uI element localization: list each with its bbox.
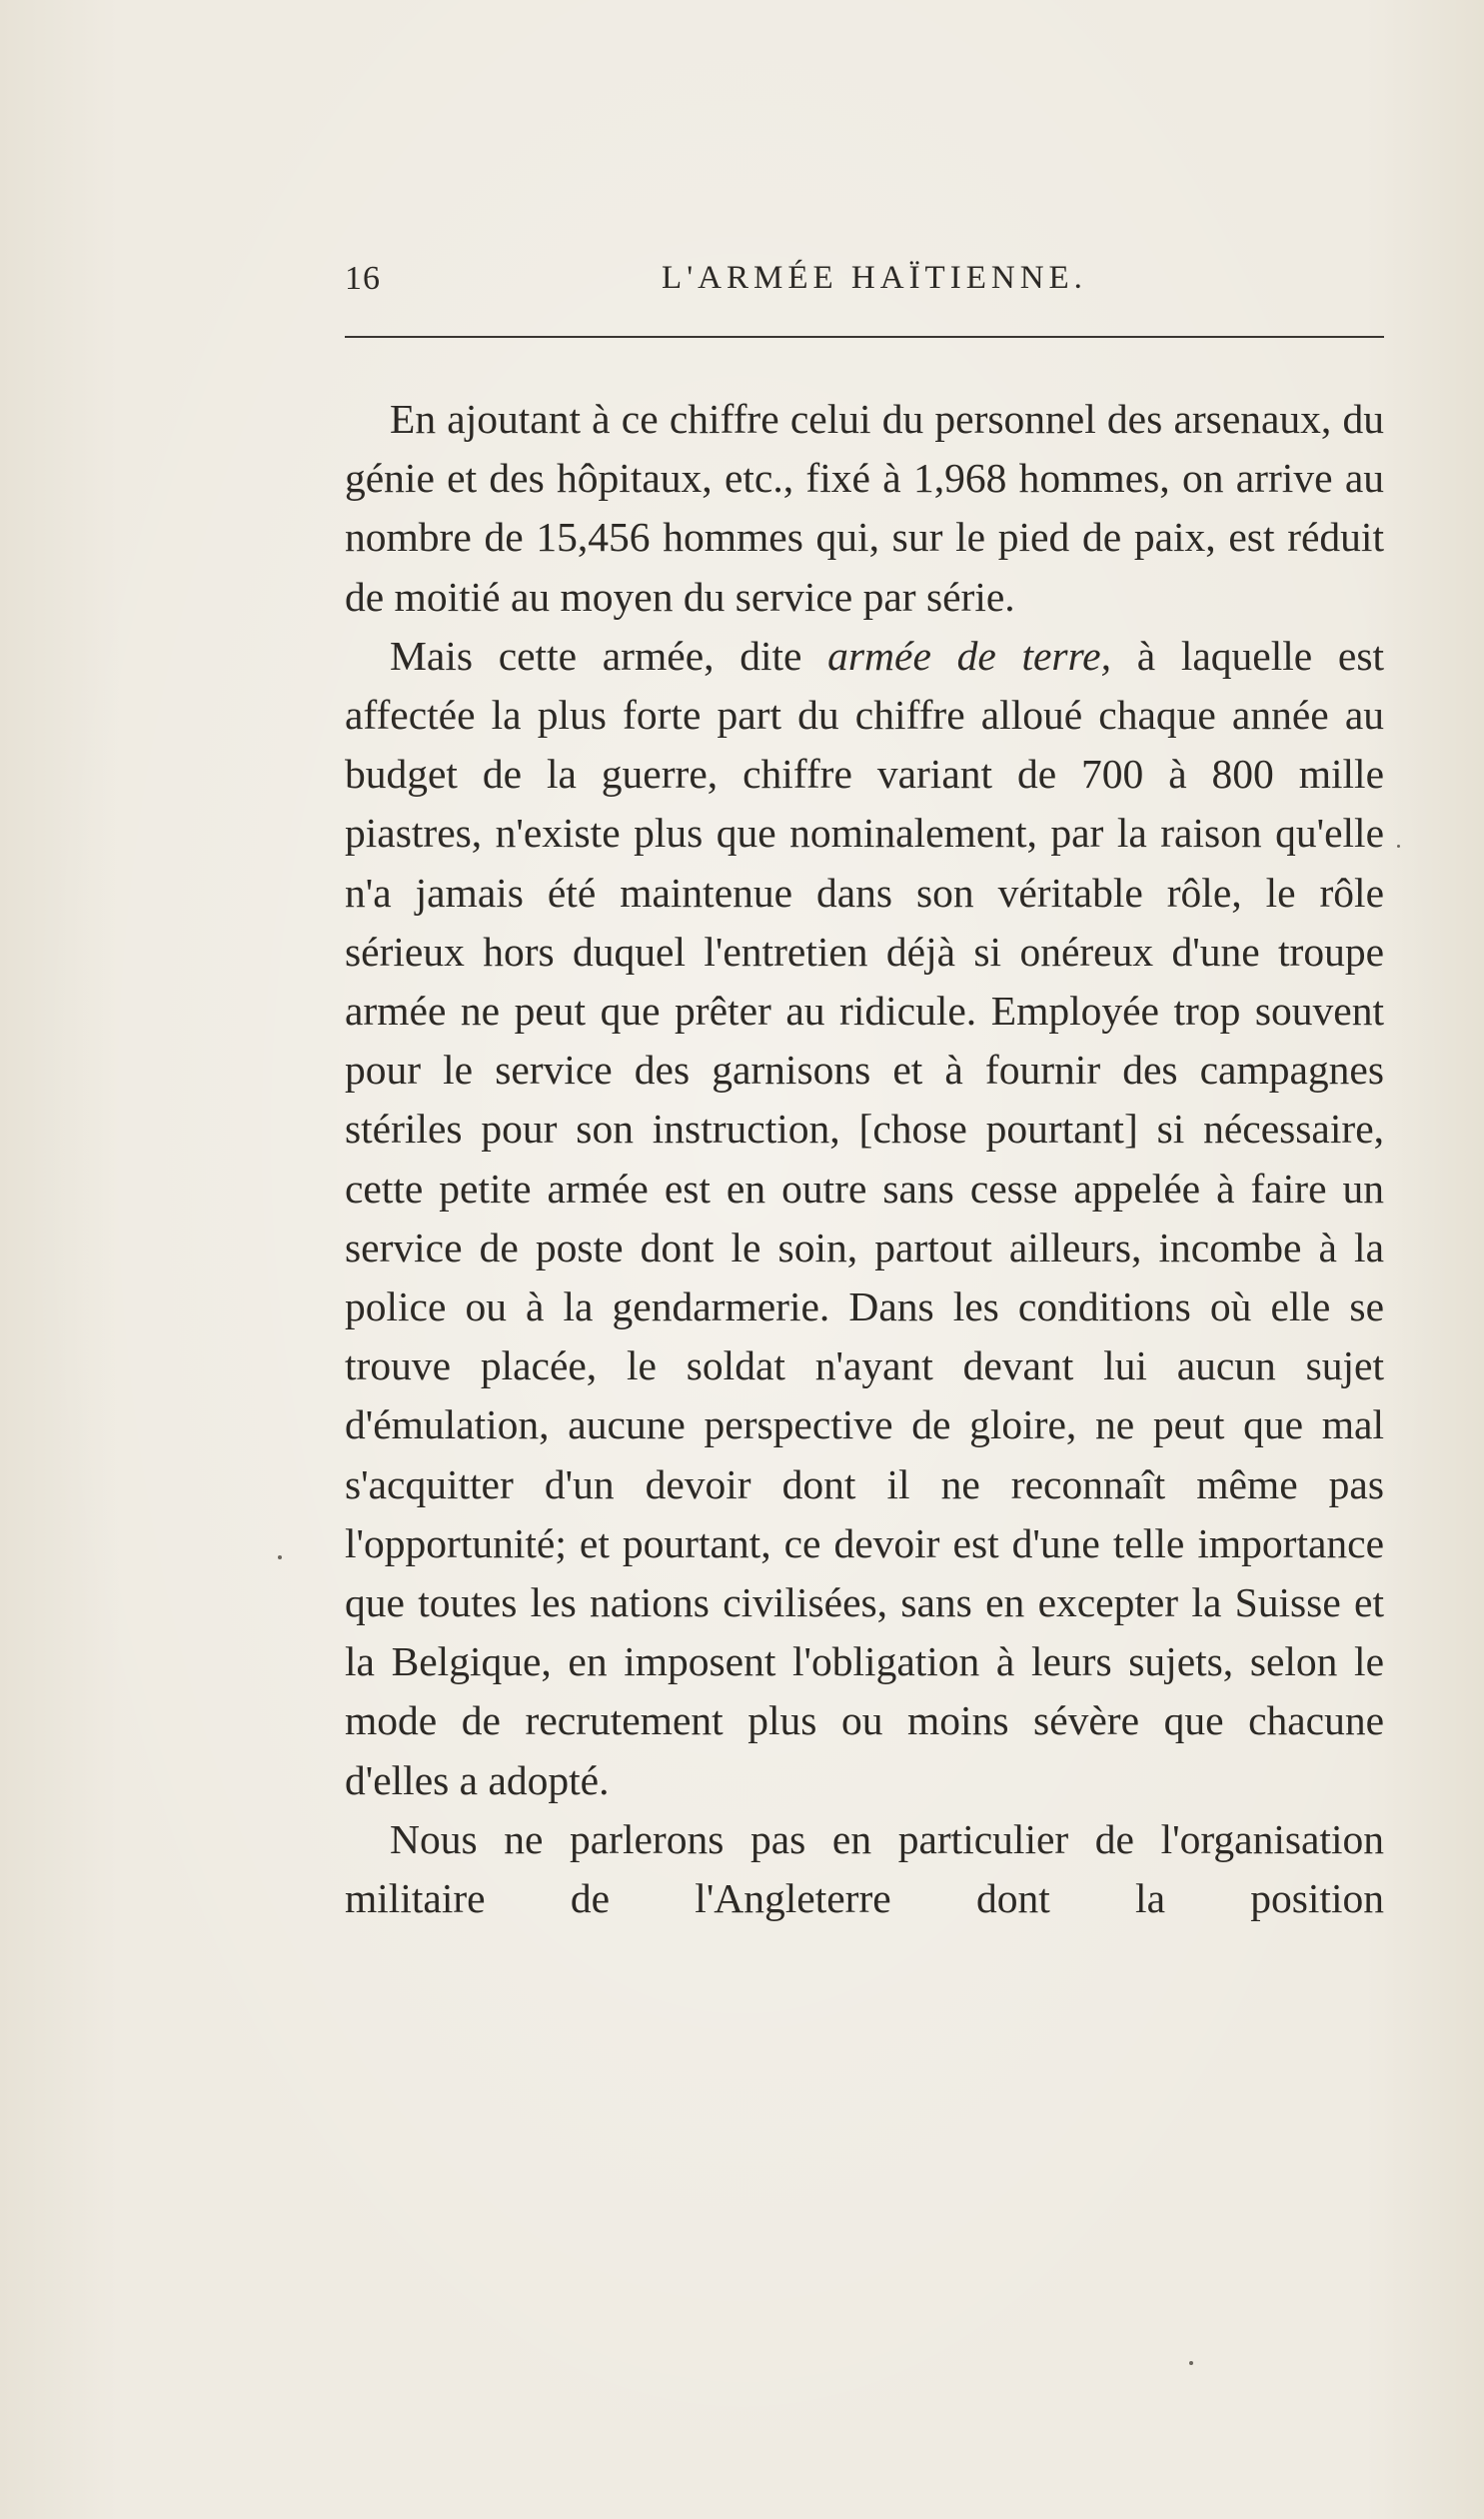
paper-speck	[278, 1555, 282, 1559]
paragraph-3-text: Nous ne parlerons pas en particulier de l'organisation militaire de l'Angleterre dont la position	[345, 1815, 1384, 1922]
running-title: L'ARMÉE HAÏTIENNE.	[662, 260, 1087, 296]
page-header	[345, 260, 1384, 310]
paragraph-1	[345, 390, 1384, 627]
body-text	[345, 390, 1384, 1928]
paragraph-3	[345, 1810, 1384, 1928]
paper-speck	[1397, 845, 1400, 848]
paragraph-2	[345, 627, 1384, 1810]
paper-speck	[1189, 2361, 1193, 2365]
paragraph-2-text-before: Mais cette armée, dite	[390, 632, 828, 679]
page-number: 16	[345, 260, 381, 297]
paragraph-1-text: En ajoutant à ce chiffre celui du personnel des arsenaux, du génie et des hôpitaux, etc., fixé à 1,968 hommes, on arrive au nombre de 15,456 hommes qui, sur le pied de paix, est réduit de moitié au moyen du service par série.	[345, 396, 1384, 620]
header-rule	[345, 336, 1384, 338]
paragraph-2-italic: armée de terre,	[827, 632, 1111, 679]
paragraph-2-text-after: à laquelle est affectée la plus forte part du chiffre alloué chaque année au budget de la guerre, chiffre variant de 700 à 800 mille piastres, n'existe plus que nominalement, par la raison qu'elle n'a jamais été maintenue dans son véritable rôle, le rôle sérieux hors duquel l'entretien déjà si onéreux d'une troupe armée ne peut que prêter au ridicule. Employée trop souvent pour le service des garnisons et à fournir des campagnes stériles pour son instruction, [chose pourtant] si nécessaire, cette petite armée est en outre sans cesse appelée à faire un service de poste dont le soin, partout ailleurs, incombe à la police ou à la gendarmerie. Dans les conditions où elle se trouve placée, le soldat n'ayant devant lui aucun sujet d'émulation, aucune perspective de gloire, ne peut que mal s'acquitter d'un devoir dont il ne reconnaît même pas l'opportunité; et pourtant, ce devoir est d'une telle importance que toutes les nations civilisées, sans en excepter la Suisse et la Belgique, en imposent l'obligation à leurs sujets, selon le mode de recrutement plus ou moins sévère que chacune d'elles a adopté.	[345, 632, 1384, 1803]
